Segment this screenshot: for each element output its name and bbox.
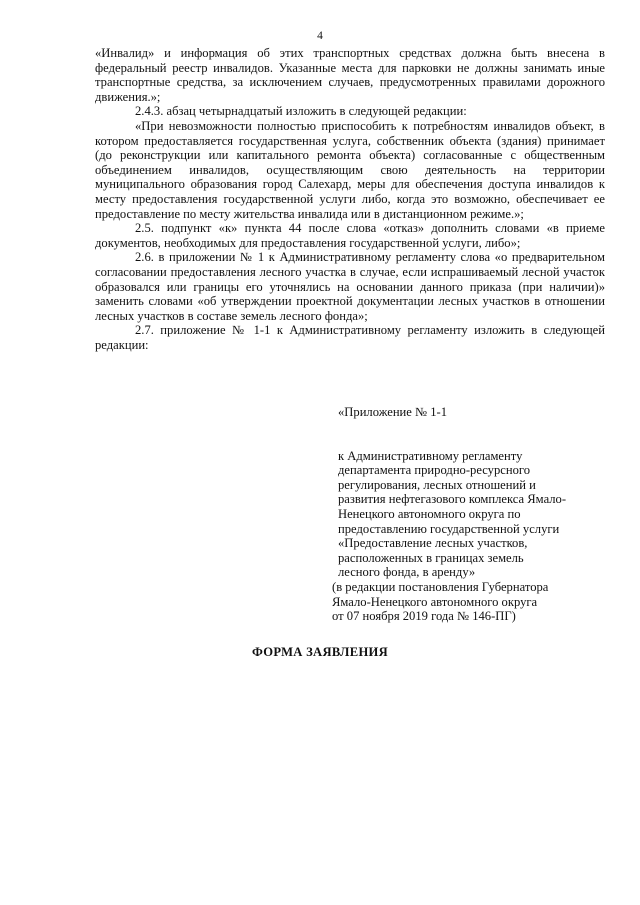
appendix-title: «Приложение № 1-1 — [338, 405, 447, 419]
appendix-line: (в редакции постановления Губернатора — [332, 579, 549, 594]
appendix-line: к Административному регламенту — [338, 448, 523, 463]
page-number: 4 — [317, 30, 323, 42]
appendix-line: предоставлению государственной услуги — [338, 521, 560, 536]
form-heading: ФОРМА ЗАЯВЛЕНИЯ — [251, 645, 389, 659]
appendix-line: от 07 ноября 2019 года № 146-ПГ) — [332, 609, 516, 624]
appendix-line: расположенных в границах земель — [338, 550, 524, 565]
appendix-line: лесного фонда, в аренду» — [338, 565, 476, 580]
appendix-line: Ямало-Ненецкого автономного округа — [332, 594, 538, 609]
appendix-line: развития нефтегазового комплекса Ямало- — [338, 492, 567, 507]
appendix-line: «Предоставление лесных участков, — [338, 536, 528, 551]
appendix-line: департамента природно-ресурсного — [338, 463, 531, 478]
paragraph-continuation: «Инвалид» и информация об этих транспортных средствах должна быть внесена в федеральный реестр инвалидов. Указанные места для парковки не должны занимать иные транспортные средства, за исключением случаев, предусмотренных правилами дорожного движения.»; — [95, 46, 605, 104]
paragraph-2-6: 2.6. в приложении № 1 к Административному регламенту слова «о предварительном согласовании предоставления лесного участка в случае, если испрашиваемый лесной участок образовался или границы его уточнялись на основании данного приказа (при наличии)» заменить словами «об утверждении проектной документации лесных участков в отношении лесных участков в составе земель лесного фонда»; — [95, 250, 605, 323]
paragraph-quote-accessibility: «При невозможности полностью приспособить к потребностям инвалидов объект, в котором предоставляется государственная услуга, собственник объекта (здания) принимает (до реконструкции или капитального ремонта объекта) согласованные с общественным объединением инвалидов, осуществляющим свою деятельность на территории муниципального образования город Салехард, меры для обеспечения доступа инвалидов к месту предоставления государственной услуги либо, когда это возможно, обеспечивает ее предоставление по месту жительства инвалида или в дистанционном режиме.»; — [95, 118, 605, 221]
paragraph-2-5: 2.5. подпункт «к» пункта 44 после слова «отказ» дополнить словами «в приеме документов, необходимых для предоставления государственной услуги, либо»; — [95, 221, 605, 250]
appendix-line: Ненецкого автономного округа по — [338, 506, 521, 521]
paragraph-2-7: 2.7. приложение № 1-1 к Административному регламенту изложить в следующей редакции: — [95, 323, 605, 352]
appendix-line: регулирования, лесных отношений и — [338, 477, 536, 492]
paragraph-2-4-3: 2.4.3. абзац четырнадцатый изложить в следующей редакции: — [135, 104, 467, 119]
document-body — [95, 46, 605, 352]
appendix-header — [332, 405, 613, 624]
